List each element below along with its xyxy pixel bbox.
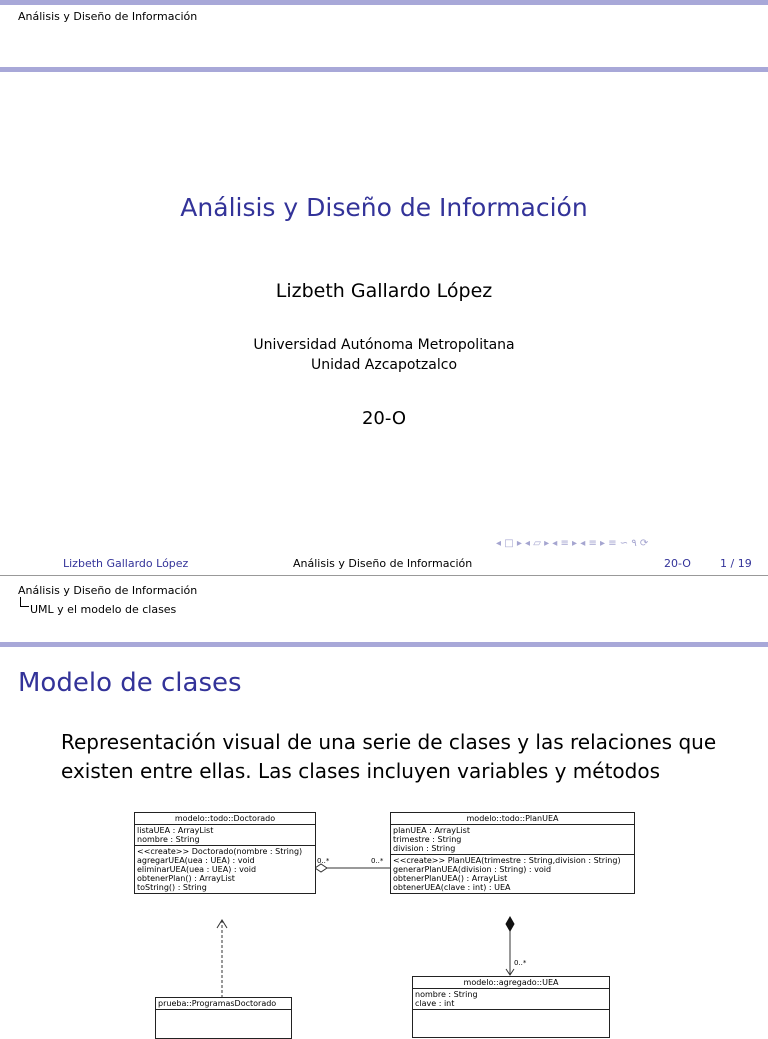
institution-line2: Unidad Azcapotzalco — [310, 357, 458, 373]
attribute: division : String — [393, 844, 456, 853]
method: toString() : String — [137, 883, 207, 892]
frame-title: Modelo de clases — [18, 668, 242, 698]
presentation-title: Análisis y Diseño de Información — [180, 193, 588, 222]
class-planuea-name: modelo::todo::PlanUEA — [391, 813, 634, 825]
class-uea-attributes — [413, 989, 609, 1010]
method: eliminarUEA(uea : UEA) : void — [137, 865, 257, 874]
attribute: nombre : String — [415, 990, 478, 999]
navigation-symbols[interactable]: ◂ □ ▸ ◂ ▱ ▸ ◂ ≡ ▸ ◂ ≡ ▸ ≡ ∽ ۹ ⟳ — [496, 538, 649, 549]
method: obtenerUEA(clave : int) : UEA — [393, 883, 511, 892]
class-planuea[interactable] — [390, 812, 635, 894]
slide1-header: Análisis y Diseño de Información — [18, 10, 198, 23]
class-doctorado-name: modelo::todo::Doctorado — [135, 813, 315, 825]
multiplicity-doctorado: 0..* — [317, 857, 330, 865]
class-programas-doctorado[interactable] — [155, 997, 292, 1039]
footer-author: Lizbeth Gallardo López — [63, 557, 189, 570]
attribute: nombre : String — [137, 835, 200, 844]
footer-date: 20-O — [664, 557, 691, 570]
footer-page: 1 / 19 — [720, 557, 752, 570]
method: obtenerPlanUEA() : ArrayList — [393, 874, 508, 883]
institution-line1: Universidad Autónoma Metropolitana — [253, 337, 515, 353]
presentation-date: 20-O — [361, 408, 407, 429]
method: <<create>> PlanUEA(trimestre : String,division : String) — [393, 856, 621, 865]
class-planuea-methods — [391, 855, 634, 893]
class-doctorado-attributes — [135, 825, 315, 846]
attribute: planUEA : ArrayList — [393, 826, 470, 835]
class-uea[interactable] — [412, 976, 610, 1038]
class-doctorado-methods — [135, 846, 315, 893]
class-uea-name: modelo::agregado::UEA — [413, 977, 609, 989]
class-doctorado[interactable] — [134, 812, 316, 894]
method: <<create>> Doctorado(nombre : String) — [137, 847, 303, 856]
attribute: listaUEA : ArrayList — [137, 826, 214, 835]
class-planuea-attributes — [391, 825, 634, 855]
slide2-header-line2: UML y el modelo de clases — [30, 603, 177, 616]
method: agregarUEA(uea : UEA) : void — [137, 856, 255, 865]
composition-diamond — [506, 917, 514, 931]
footer-title: Análisis y Diseño de Información — [293, 557, 473, 570]
attribute: trimestre : String — [393, 835, 462, 844]
multiplicity-planuea: 0..* — [371, 857, 384, 865]
slide-body-text: Representación visual de una serie de clases y las relaciones que existen entre ellas. Las clases incluyen variables y métodos — [61, 730, 717, 783]
method: obtenerPlan() : ArrayList — [137, 874, 235, 883]
class-uea-methods — [413, 1010, 609, 1012]
author-name: Lizbeth Gallardo López — [275, 280, 493, 302]
attribute: clave : int — [415, 999, 455, 1008]
aggregation-diamond — [315, 864, 327, 872]
method: generarPlanUEA(division : String) : void — [393, 865, 552, 874]
slide2-header-line1: Análisis y Diseño de Información — [18, 584, 198, 597]
class-programas-name: prueba::ProgramasDoctorado — [156, 998, 291, 1010]
multiplicity-uea: 0..* — [514, 959, 527, 967]
